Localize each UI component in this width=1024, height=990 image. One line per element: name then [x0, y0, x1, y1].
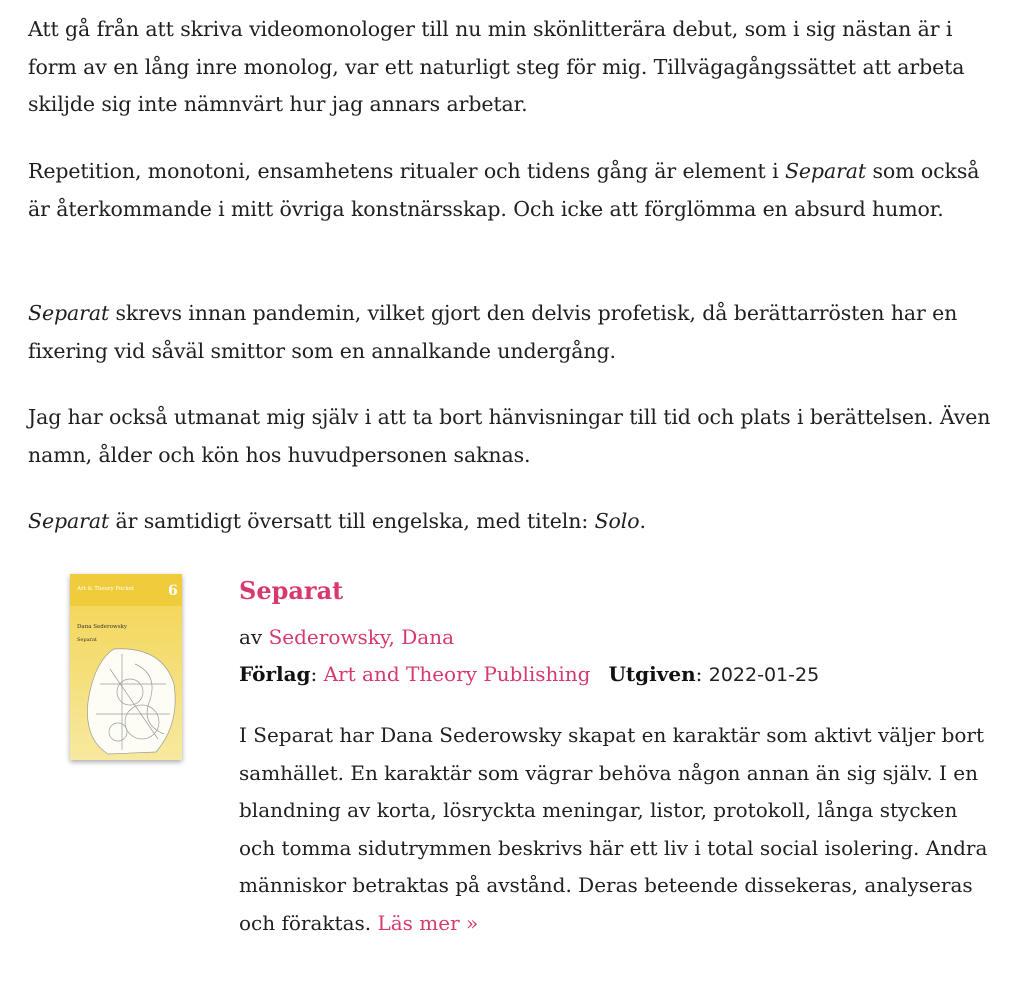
- book-author-line: [239, 622, 454, 652]
- paragraph-2-text-end: som också är återkommande i mitt övriga konstnärsskap. Och icke att förglömma en absurd humor.: [28, 159, 980, 221]
- book-cover-art: [70, 574, 182, 760]
- paragraph-3: [28, 295, 1003, 370]
- paragraph-5: [28, 503, 1003, 541]
- paragraph-4: [28, 399, 1003, 474]
- book-title-inline: Separat: [784, 159, 867, 183]
- publisher-link[interactable]: Art and Theory Publishing: [323, 662, 591, 686]
- book-publisher-line: Förlag: Art and Theory Publishing Utgiven: 2022-01-25: [239, 662, 820, 686]
- book-cover-image[interactable]: [70, 574, 182, 760]
- paragraph-4-text: Jag har också utmanat mig själv i att ta bort hänvisningar till tid och plats i berättelsen. Även namn, ålder och kön hos huvudpersonen saknas.: [28, 405, 991, 467]
- read-more-link[interactable]: Läs mer »: [377, 910, 479, 935]
- published-label: Utgiven: [608, 662, 696, 686]
- paragraph-1-text: Att gå från att skriva videomonologer till nu min skönlitterära debut, som i sig nästan är i form av en lång inre monolog, var ett naturligt steg för mig. Tillvägagångssättet att arbeta skiljde sig inte nämnvärt hur jag annars arbetar.: [28, 17, 965, 116]
- published-date: 2022-01-25: [708, 664, 820, 686]
- paragraph-5-end: .: [639, 509, 646, 533]
- cover-line-drawing: [87, 649, 175, 754]
- paragraph-2: [28, 153, 1003, 228]
- by-prefix: av: [239, 625, 269, 649]
- cover-title-text: Separat: [77, 637, 97, 643]
- book-description-text: I Separat har Dana Sederowsky skapat en karaktär som aktivt väljer bort samhället. En karaktär som vägrar behöva någon annan än sig själv. I en blandning av korta, lösryckta meningar, listor, protokoll, långa stycken och tomma sidutrymmen beskrivs här ett liv i total social isolering. Andra människor betraktas på avstånd. Deras beteende dissekeras, analyseras och föraktas.: [239, 723, 988, 935]
- book-title-inline: Separat: [28, 301, 110, 325]
- english-title-inline: Solo: [594, 509, 640, 533]
- paragraph-5-text: är samtidigt översatt till engelska, med titeln:: [109, 509, 595, 533]
- book-title-inline: Separat: [28, 509, 110, 533]
- paragraph-3-text: skrevs innan pandemin, vilket gjort den delvis profetisk, då berättarrösten har en fixering vid såväl smittor som en annalkande undergång.: [28, 301, 958, 363]
- paragraph-2-text-start: Repetition, monotoni, ensamhetens ritualer och tidens gång är element i: [28, 159, 785, 183]
- author-link[interactable]: Sederowsky, Dana: [268, 625, 454, 649]
- book-title-link[interactable]: [239, 574, 343, 608]
- cover-series-text: Art & Theory Pocket: [77, 586, 135, 592]
- cover-author-text: Dana Sederowsky: [77, 624, 127, 630]
- book-title-text: Separat: [239, 576, 344, 605]
- cover-publisher-logo: 6: [168, 583, 178, 599]
- book-description: [239, 717, 994, 942]
- publisher-label: Förlag: [239, 662, 311, 686]
- paragraph-1: [28, 11, 1003, 124]
